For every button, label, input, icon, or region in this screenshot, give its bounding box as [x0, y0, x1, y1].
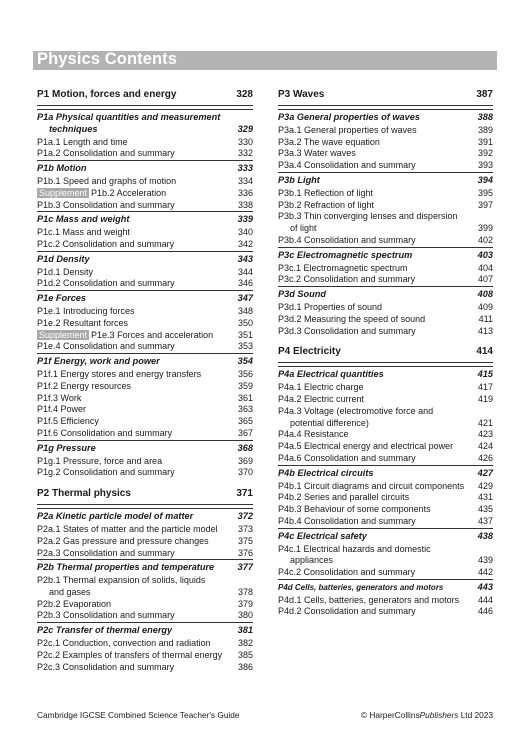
page-number: 391 [477, 136, 493, 147]
page-number: 386 [237, 661, 253, 672]
section-heading [37, 160, 253, 175]
entry-title: P1a.2 Consolidation and summary [37, 148, 175, 159]
toc-entry [278, 441, 493, 453]
page-number: 393 [477, 160, 493, 171]
entry-title: P2 Thermal physics [37, 488, 131, 500]
toc-entry [37, 278, 253, 290]
section-heading [37, 559, 253, 574]
entry-title: P4a.1 Electric charge [278, 382, 364, 393]
page-number: 365 [237, 416, 253, 427]
entry-title: P4b.3 Behaviour of some components [278, 504, 431, 515]
toc-entry [278, 211, 493, 235]
page-number: 359 [237, 380, 253, 391]
toc-entry [37, 393, 253, 405]
entry-title: P1a Physical quantities and measurement techniques [37, 112, 221, 134]
toc-entry [37, 456, 253, 468]
toc-entry [278, 200, 493, 212]
toc-entry [37, 137, 253, 149]
entry-title: P2a Kinetic particle model of matter [37, 511, 194, 522]
page-number: 328 [236, 89, 253, 100]
page-number: 353 [237, 341, 253, 352]
page-number: 417 [477, 382, 493, 393]
entry-title: P4b.2 Series and parallel circuits [278, 492, 410, 503]
section-heading [278, 286, 493, 301]
page-number: 367 [237, 427, 253, 438]
toc-entry [37, 404, 253, 416]
entry-title: P1e Forces [37, 293, 87, 304]
page-number: 404 [477, 262, 493, 273]
entry-title: P2b.3 Consolidation and summary [37, 610, 175, 621]
part-heading [37, 88, 253, 106]
entry-title: P4a.3 Voltage (electromotive force and potential difference) [278, 405, 434, 428]
toc-entry [278, 274, 493, 286]
entry-title: P4c.1 Electrical hazards and domestic appliances [278, 543, 431, 566]
page-number: 381 [237, 625, 253, 636]
toc-entry [278, 326, 493, 338]
entry-title: P4a.2 Electric current [278, 393, 365, 404]
toc-entry [278, 504, 493, 516]
page-number: 431 [477, 492, 493, 503]
entry-title: P4 Electricity [278, 346, 341, 358]
entry-title: P1c.1 Mass and weight [37, 227, 131, 238]
page-number: 388 [477, 112, 493, 122]
page-number: 380 [237, 610, 253, 621]
entry-title: P2a.1 States of matter and the particle model [37, 523, 218, 534]
page-number: 346 [237, 278, 253, 289]
entry-title: P1e.1 Introducing forces [37, 305, 135, 316]
page-number: 423 [477, 429, 493, 440]
entry-title: P3d Sound [278, 289, 326, 300]
page-number: 342 [237, 238, 253, 249]
page-number: 435 [477, 504, 493, 515]
page-number: 368 [237, 442, 253, 453]
page-number: 413 [477, 325, 493, 336]
page-number: 376 [237, 547, 253, 558]
entry-title: P4b Electrical circuits [278, 467, 374, 478]
entry-title: P1d.1 Density [37, 266, 94, 277]
toc-entry [278, 148, 493, 160]
page-number: 333 [237, 163, 253, 174]
supplement-badge: Supplement [39, 187, 88, 198]
toc-entry [37, 662, 253, 674]
entry-title: Supplement P1b.2 Acceleration [39, 187, 167, 198]
toc-entry [278, 595, 493, 607]
toc-entry [278, 567, 493, 579]
entry-title: P1g.1 Pressure, force and area [37, 455, 163, 466]
entry-title: P4d Cells, batteries, generators and motors [278, 582, 444, 592]
page-number: 426 [477, 452, 493, 463]
toc-entry [37, 306, 253, 318]
page-number: 332 [237, 148, 253, 159]
part-heading [37, 487, 253, 505]
entry-title: P2b.1 Thermal expansion of solids, liquids and gases [37, 575, 206, 597]
entry-title: P4b.4 Consolidation and summary [278, 515, 416, 526]
section-heading [278, 172, 493, 187]
section-heading [37, 109, 253, 136]
page-number: 372 [237, 511, 253, 522]
footer-copyright: © HarperCollinsPublishers Ltd 2023 [360, 710, 493, 720]
page-number: 351 [237, 329, 253, 340]
entry-title: P3b.4 Consolidation and summary [278, 234, 416, 245]
right-column [278, 88, 493, 618]
section-heading [37, 211, 253, 226]
entry-title: P2a.3 Consolidation and summary [37, 547, 175, 558]
page-number: 363 [237, 404, 253, 415]
part-heading [278, 345, 493, 363]
toc-entry [37, 536, 253, 548]
page-number: 330 [237, 136, 253, 147]
toc-entry [37, 227, 253, 239]
toc-entry [37, 176, 253, 188]
toc-entry [37, 650, 253, 662]
toc-entry [278, 263, 493, 275]
toc-entry [37, 610, 253, 622]
entry-title: P1f Energy, work and power [37, 356, 160, 367]
page-number: 377 [237, 562, 253, 573]
page-number: 443 [477, 581, 493, 592]
toc-entry [37, 381, 253, 393]
toc-entry [37, 318, 253, 330]
toc-entry [278, 382, 493, 394]
entry-title: P1g.2 Consolidation and summary [37, 467, 175, 478]
entry-title: P3c.2 Consolidation and summary [278, 274, 416, 285]
toc-entry [278, 394, 493, 406]
entry-title: P4a.4 Resistance [278, 429, 349, 440]
page-number: 339 [237, 214, 253, 225]
entry-title: P3b Light [278, 174, 320, 185]
page-number: 409 [477, 301, 493, 312]
section-heading [278, 366, 493, 381]
toc-entry [278, 481, 493, 493]
page-number: 370 [237, 467, 253, 478]
entry-title: P2c.3 Consolidation and summary [37, 661, 175, 672]
toc-entry [37, 267, 253, 279]
entry-title: P4a.6 Consolidation and summary [278, 452, 416, 463]
page-number: 347 [237, 293, 253, 304]
entry-title: P1c Mass and weight [37, 214, 130, 225]
entry-title: P2b.2 Evaporation [37, 598, 112, 609]
entry-title: P4a.5 Electrical energy and electrical power [278, 441, 454, 452]
left-column [37, 88, 253, 673]
page-number: 408 [477, 289, 493, 300]
toc-entry [278, 125, 493, 137]
entry-title: P4a Electrical quantities [278, 369, 384, 380]
entry-title: P1f.5 Efficiency [37, 416, 99, 427]
toc-entry [37, 239, 253, 251]
toc-entry [278, 314, 493, 326]
section-heading [37, 290, 253, 305]
page-number: 415 [477, 369, 493, 380]
entry-title: P1f.3 Work [37, 392, 82, 403]
page-number: 392 [477, 148, 493, 159]
toc-entry [278, 302, 493, 314]
page-number: 399 [477, 223, 493, 234]
toc-entry [278, 516, 493, 528]
toc-entry [37, 524, 253, 536]
entry-title: P4c.2 Consolidation and summary [278, 567, 416, 578]
entry-title: P4d.1 Cells, batteries, generators and motors [278, 594, 460, 605]
entry-title: P1b.1 Speed and graphs of motion [37, 175, 177, 186]
page-number: 446 [477, 606, 493, 617]
page-number: 419 [477, 393, 493, 404]
page-number: 395 [477, 187, 493, 198]
toc-entry [278, 188, 493, 200]
spacer [37, 479, 253, 487]
toc-entry [278, 429, 493, 441]
toc-entry [278, 544, 493, 568]
page-number: 375 [237, 535, 253, 546]
toc-entry [278, 160, 493, 172]
page-number: 338 [237, 199, 253, 210]
toc-entry [37, 428, 253, 440]
supplement-badge: Supplement [39, 329, 88, 340]
page-number: 343 [237, 253, 253, 264]
footer-book-title: Cambridge IGCSE Combined Science Teacher's Guide [37, 710, 240, 720]
section-heading [37, 508, 253, 523]
page-number: 402 [477, 234, 493, 245]
section-heading [278, 109, 493, 124]
page-number: 427 [477, 467, 493, 478]
section-heading [37, 251, 253, 266]
entry-title: P3a.1 General properties of waves [278, 124, 417, 135]
entry-title: P2a.2 Gas pressure and pressure changes [37, 535, 209, 546]
toc-entry [37, 638, 253, 650]
page-number: 439 [477, 555, 493, 566]
entry-title: P1 Motion, forces and energy [37, 89, 177, 100]
entry-title: P3a.2 The wave equation [278, 136, 380, 147]
section-heading [37, 353, 253, 368]
entry-title: P2b Thermal properties and temperature [37, 562, 215, 573]
page-number: 438 [477, 530, 493, 541]
entry-title: P3a.4 Consolidation and summary [278, 160, 416, 171]
toc-entry [37, 341, 253, 353]
page-number: 424 [477, 441, 493, 452]
entry-title: P1e.2 Resultant forces [37, 317, 129, 328]
toc-entry [37, 548, 253, 560]
section-heading [278, 528, 493, 543]
section-heading [278, 465, 493, 480]
toc-entry [37, 188, 253, 200]
page-number: 373 [237, 523, 253, 534]
entry-title: P3c Electromagnetic spectrum [278, 249, 413, 260]
page-number: 371 [236, 488, 253, 500]
page-number: 389 [477, 124, 493, 135]
entry-title: P1b Motion [37, 163, 87, 174]
entry-title: P1b.3 Consolidation and summary [37, 199, 175, 210]
entry-title: P3b.3 Thin converging lenses and dispersion of light [278, 211, 458, 234]
page-number: 356 [237, 368, 253, 379]
entry-title: P1f.6 Consolidation and summary [37, 427, 173, 438]
entry-title: P1e.4 Consolidation and summary [37, 341, 175, 352]
section-heading [278, 579, 493, 594]
page-number: 394 [477, 174, 493, 185]
entry-title: P2c.2 Examples of transfers of thermal energy [37, 649, 223, 660]
page-number: 379 [237, 598, 253, 609]
page-number: 348 [237, 305, 253, 316]
page-number: 340 [237, 227, 253, 238]
toc-entry [278, 453, 493, 465]
page-number: 414 [476, 346, 493, 358]
entry-title: P3b.1 Reflection of light [278, 187, 374, 198]
toc-entry [278, 137, 493, 149]
toc-entry [37, 467, 253, 479]
entry-title: P3d.1 Properties of sound [278, 301, 383, 312]
entry-title: P3d.2 Measuring the speed of sound [278, 313, 426, 324]
toc-entry [278, 406, 493, 430]
page-number: 344 [237, 266, 253, 277]
entry-title: P4c Electrical safety [278, 530, 367, 541]
page-number: 444 [477, 594, 493, 605]
page-number: 354 [237, 356, 253, 367]
page-number: 397 [477, 199, 493, 210]
entry-title: P1f.4 Power [37, 404, 87, 415]
entry-title: P1a.1 Length and time [37, 136, 128, 147]
page-title: Physics Contents [37, 50, 178, 68]
entry-title: P3c.1 Electromagnetic spectrum [278, 262, 408, 273]
toc-entry [37, 200, 253, 212]
page-number: 361 [237, 392, 253, 403]
toc-entry [37, 148, 253, 160]
page-number: 437 [477, 515, 493, 526]
page-number: 429 [477, 480, 493, 491]
page-number: 336 [237, 187, 253, 198]
entry-title: P1d.2 Consolidation and summary [37, 278, 175, 289]
page-number: 385 [237, 649, 253, 660]
entry-title: Supplement P1e.3 Forces and acceleration [39, 329, 214, 340]
contents-title-banner [33, 51, 497, 70]
entry-title: P1c.2 Consolidation and summary [37, 238, 175, 249]
page-number: 421 [477, 417, 493, 428]
entry-title: P1f.2 Energy resources [37, 380, 132, 391]
section-heading [37, 440, 253, 455]
page-number: 329 [237, 123, 253, 134]
entry-title: P4b.1 Circuit diagrams and circuit components [278, 480, 465, 491]
entry-title: P2c Transfer of thermal energy [37, 625, 173, 636]
page-number: 411 [478, 313, 493, 324]
page-number: 382 [237, 638, 253, 649]
page-number: 334 [237, 175, 253, 186]
entry-title: P3b.2 Refraction of light [278, 199, 375, 210]
toc-entry [37, 575, 253, 599]
spacer [278, 337, 493, 345]
page-number: 387 [476, 89, 493, 100]
toc-entry [37, 330, 253, 342]
toc-entry [278, 492, 493, 504]
page-number: 407 [477, 274, 493, 285]
toc-entry [278, 606, 493, 618]
entry-title: P4d.2 Consolidation and summary [278, 606, 416, 617]
page-number: 378 [237, 586, 253, 597]
entry-title: P3a.3 Water waves [278, 148, 356, 159]
toc-entry [278, 235, 493, 247]
page-number: 350 [237, 317, 253, 328]
entry-title: P3a General properties of waves [278, 112, 420, 122]
entry-title: P1f.1 Energy stores and energy transfers [37, 368, 202, 379]
page-number: 403 [477, 249, 493, 260]
toc-entry [37, 599, 253, 611]
section-heading [278, 247, 493, 262]
entry-title: P1d Density [37, 253, 90, 264]
entry-title: P3 Waves [278, 89, 325, 100]
toc-entry [37, 369, 253, 381]
page-number: 442 [477, 567, 493, 578]
entry-title: P1g Pressure [37, 442, 96, 453]
toc-entry [37, 416, 253, 428]
entry-title: P2c.1 Conduction, convection and radiation [37, 638, 211, 649]
part-heading [278, 88, 493, 106]
entry-title: P3d.3 Consolidation and summary [278, 325, 416, 336]
page-number: 369 [237, 455, 253, 466]
section-heading [37, 622, 253, 637]
